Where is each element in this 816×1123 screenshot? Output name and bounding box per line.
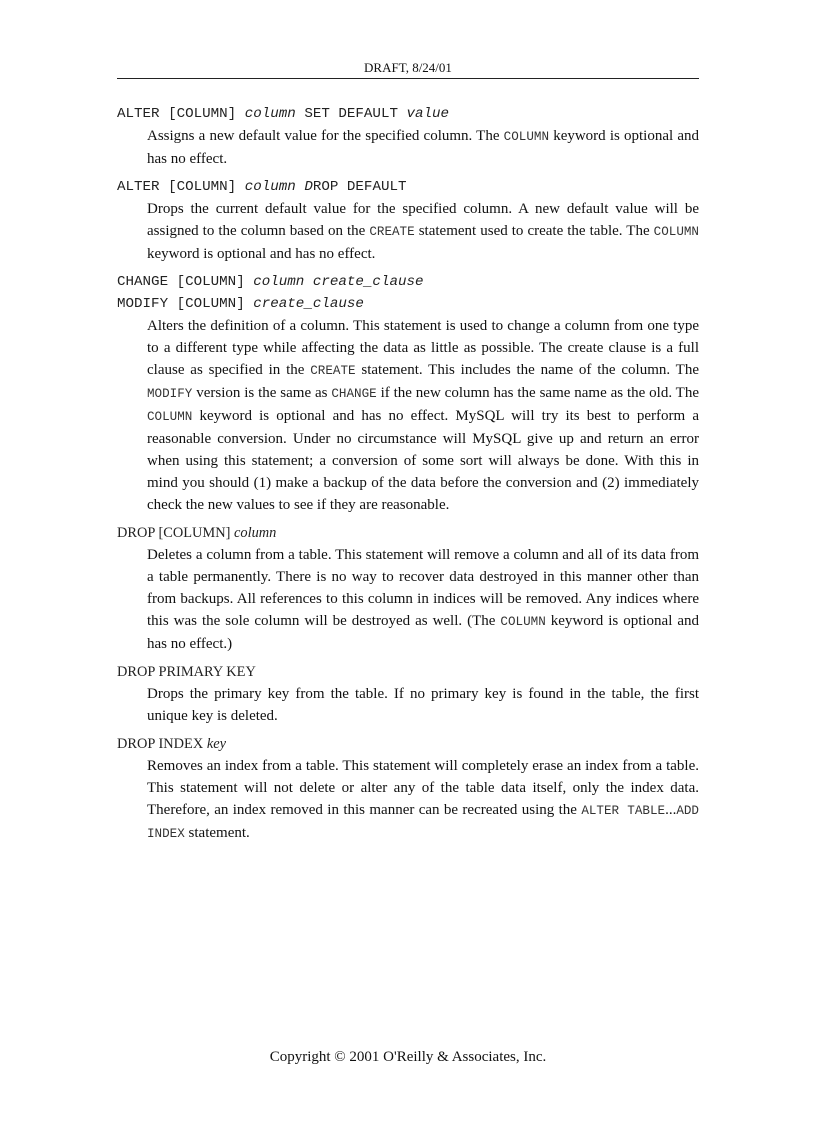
inline-code: CHANGE bbox=[331, 387, 377, 401]
definition-text: Alters the definition of a column. This statement is used to change a column from one type to a different type while affecting the data as little as possible. The create clause is a full clause as specified in the bbox=[147, 318, 699, 378]
term-variable: column D bbox=[244, 179, 313, 195]
inline-code: CREATE bbox=[369, 225, 415, 239]
term-variable: column create_clause bbox=[253, 274, 424, 290]
entry-change-modify bbox=[117, 271, 699, 516]
term-variable: create_clause bbox=[253, 296, 364, 312]
entry-alter-set-default bbox=[117, 103, 699, 170]
term-variable: key bbox=[206, 736, 226, 752]
definition bbox=[147, 315, 699, 516]
term-keyword: ALTER [COLUMN] bbox=[117, 179, 245, 195]
definition-text: Assigns a new default value for the specified column. The bbox=[147, 128, 504, 144]
definition-text: Drops the primary key from the table. If no primary key is found in the table, the first unique key is deleted. bbox=[147, 686, 699, 724]
definition-text: ... bbox=[665, 802, 677, 818]
definition-text: keyword is optional and has no effect. bbox=[147, 246, 376, 262]
term bbox=[117, 103, 699, 125]
entry-drop-index bbox=[117, 733, 699, 845]
inline-code: COLUMN bbox=[653, 225, 699, 239]
definition-text: version is the same as bbox=[192, 385, 332, 401]
term-keyword: ROP DEFAULT bbox=[312, 179, 407, 195]
term-variable: value bbox=[406, 106, 450, 122]
definition-text: keyword is optional and has no effect.) bbox=[147, 613, 699, 652]
term-keyword: DROP PRIMARY KEY bbox=[117, 664, 256, 680]
definition bbox=[147, 544, 699, 655]
term-keyword: DROP [COLUMN] bbox=[117, 525, 234, 541]
definition-text: statement. This includes the name of the column. The bbox=[355, 362, 699, 378]
entry-drop-column bbox=[117, 522, 699, 655]
inline-code: COLUMN bbox=[147, 410, 193, 424]
definition-text: statement. bbox=[184, 825, 250, 841]
term-keyword: ALTER [COLUMN] bbox=[117, 106, 245, 122]
definition bbox=[147, 683, 699, 727]
term bbox=[117, 522, 699, 544]
term-variable: column bbox=[244, 106, 296, 122]
inline-code: COLUMN bbox=[500, 615, 546, 629]
term-keyword: SET DEFAULT bbox=[295, 106, 407, 122]
inline-code: COLUMN bbox=[503, 130, 550, 144]
entry-alter-drop-default bbox=[117, 176, 699, 265]
term bbox=[117, 733, 699, 755]
entry-drop-primary-key bbox=[117, 661, 699, 727]
term bbox=[117, 661, 699, 683]
inline-code: ADD INDEX bbox=[147, 804, 699, 841]
definition-text: statement used to create the table. The bbox=[414, 223, 654, 239]
term-keyword: CHANGE [COLUMN] bbox=[117, 274, 254, 290]
definition bbox=[147, 755, 699, 845]
term bbox=[117, 176, 699, 198]
definition-text: Drops the current default value for the specified column. A new default value will be assigned to the column based on the bbox=[147, 201, 699, 239]
definition-text: keyword is optional and has no effect. bbox=[147, 128, 699, 167]
definition bbox=[147, 198, 699, 265]
running-header: DRAFT, 8/24/01 bbox=[117, 58, 699, 79]
definition-text: Deletes a column from a table. This statement will remove a column and all of its data from a table permanently. There is no way to recover data destroyed in this manner other than from backups. All references to this column in indices will be removed. Any indices where this was the sole column will be destroyed as well. (The bbox=[147, 547, 699, 629]
inline-code: ALTER TABLE bbox=[581, 804, 666, 818]
definition-text: Removes an index from a table. This statement will completely erase an index from a table. This statement will not delete or alter any of the table data itself, only the index data. Therefore, an index removed in this manner can be recreated using the bbox=[147, 758, 699, 818]
definition-text: keyword is optional and has no effect. MySQL will try its best to perform a reasonable conversion. Under no circumstance will MySQL give up and return an error when using this statement; a conversion of some sort will always be done. With this in mind you should (1) make a backup of the data before the conversion and (2) immediately check the new values to see if they are reasonable. bbox=[147, 408, 699, 513]
copyright-footer: Copyright © 2001 O'Reilly & Associates, Inc. bbox=[269, 1049, 547, 1065]
term bbox=[117, 293, 699, 315]
term-keyword: MODIFY [COLUMN] bbox=[117, 296, 254, 312]
term-variable: column bbox=[234, 525, 277, 541]
inline-code: CREATE bbox=[310, 364, 356, 378]
definition bbox=[147, 125, 699, 170]
inline-code: MODIFY bbox=[147, 387, 193, 401]
definition-list bbox=[117, 103, 699, 851]
definition-text: if the new column has the same name as the old. The bbox=[376, 385, 699, 401]
term-keyword: DROP INDEX bbox=[117, 736, 207, 752]
term bbox=[117, 271, 699, 293]
